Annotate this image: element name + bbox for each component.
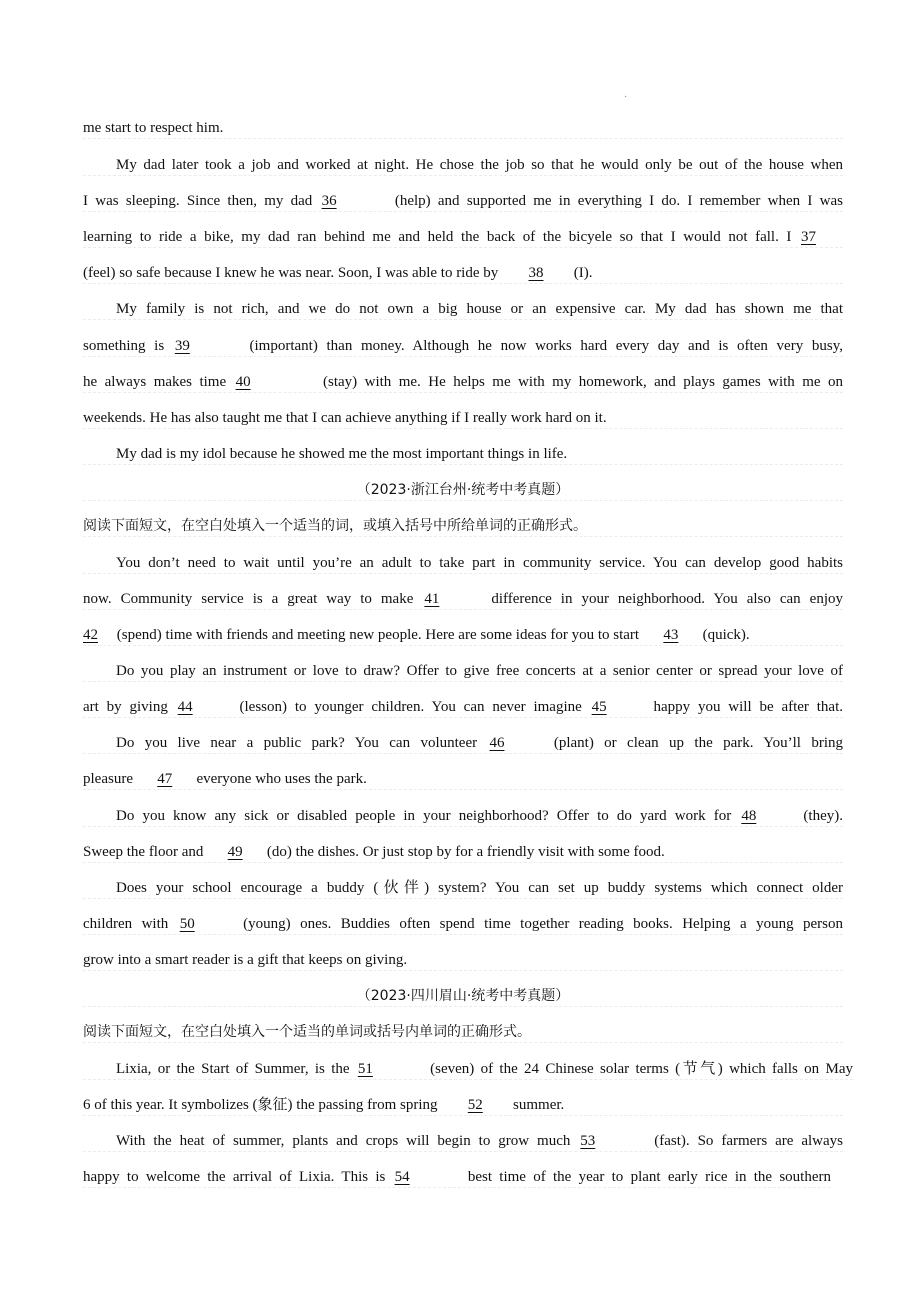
text-line: pleasure 47 everyone who uses the park. bbox=[83, 769, 843, 790]
text-line: With the heat of summer, plants and crops will begin to grow much 53 (fast). So farmers are always bbox=[83, 1131, 843, 1152]
blank-45[interactable]: 45 bbox=[591, 699, 607, 715]
text-line: art by giving 44 (lesson) to younger children. You can never imagine 45 happy you will be after that. bbox=[83, 697, 843, 718]
text-line: 42 (spend) time with friends and meeting new people. Here are some ideas for you to start 43 (quick). bbox=[83, 625, 843, 646]
blank-48[interactable]: 48 bbox=[741, 808, 757, 824]
blank-40[interactable]: 40 bbox=[235, 374, 251, 390]
blank-43[interactable]: 43 bbox=[663, 627, 679, 643]
source-heading: （2023·四川眉山·统考中考真题） bbox=[83, 986, 843, 1007]
text-line: My family is not rich, and we do not own a big house or an expensive car. My dad has shown me that bbox=[83, 299, 843, 320]
blank-46[interactable]: 46 bbox=[489, 735, 505, 751]
text-line: You don’t need to wait until you’re an adult to take part in community service. You can develop good habits bbox=[83, 553, 843, 574]
blank-53[interactable]: 53 bbox=[580, 1133, 596, 1149]
text-line: I was sleeping. Since then, my dad 36 (help) and supported me in everything I do. I remember when I was bbox=[83, 191, 843, 212]
text-line: Do you play an instrument or love to draw? Offer to give free concerts at a senior center or spread your love of bbox=[83, 661, 843, 682]
blank-47[interactable]: 47 bbox=[157, 771, 173, 787]
blank-44[interactable]: 44 bbox=[177, 699, 193, 715]
blank-50[interactable]: 50 bbox=[179, 916, 195, 932]
blank-37[interactable]: 37 bbox=[801, 229, 816, 245]
blank-52[interactable]: 52 bbox=[467, 1097, 483, 1113]
source-heading: （2023·浙江台州·统考中考真题） bbox=[83, 480, 843, 501]
text-line: he always makes time 40 (stay) with me. He helps me with my homework, and plays games with me on bbox=[83, 372, 843, 393]
blank-51[interactable]: 51 bbox=[357, 1061, 373, 1077]
text-line: grow into a smart reader is a gift that keeps on giving. bbox=[83, 950, 843, 971]
blank-39[interactable]: 39 bbox=[174, 338, 190, 354]
page-mark: · bbox=[624, 92, 628, 103]
blank-49[interactable]: 49 bbox=[227, 844, 243, 860]
text-line: 6 of this year. It symbolizes (象征) the passing from spring 52 summer. bbox=[83, 1095, 843, 1116]
text-line: weekends. He has also taught me that I can achieve anything if I really work hard on it. bbox=[83, 408, 843, 429]
text-line: (feel) so safe because I knew he was near. Soon, I was able to ride by 38 (I). bbox=[83, 263, 843, 284]
text-line: Lixia, or the Start of Summer, is the 51 (seven) of the 24 Chinese solar terms (节气) which falls on May bbox=[83, 1059, 853, 1080]
text-line: me start to respect him. bbox=[83, 118, 843, 139]
text-line: happy to welcome the arrival of Lixia. This is 54 best time of the year to plant early rice in the southern bbox=[83, 1167, 831, 1188]
blank-42[interactable]: 42 bbox=[83, 627, 98, 643]
text-line: children with 50 (young) ones. Buddies often spend time together reading books. Helping a young person bbox=[83, 914, 843, 935]
text-line: Does your school encourage a buddy (伙伴) system? You can set up buddy systems which connect older bbox=[83, 878, 843, 899]
text-line: something is 39 (important) than money. Although he now works hard every day and is often very busy, bbox=[83, 336, 843, 357]
text-line: Sweep the floor and 49 (do) the dishes. Or just stop by for a friendly visit with some food. bbox=[83, 842, 843, 863]
text-line: Do you know any sick or disabled people in your neighborhood? Offer to do yard work for 48 (they). bbox=[83, 806, 843, 827]
text-line: learning to ride a bike, my dad ran behind me and held the back of the bicyele so that I would not fall. I 37 bbox=[83, 227, 843, 248]
blank-36[interactable]: 36 bbox=[321, 193, 337, 209]
text-line: now. Community service is a great way to make 41 difference in your neighborhood. You also can enjoy bbox=[83, 589, 843, 610]
blank-41[interactable]: 41 bbox=[424, 591, 440, 607]
instruction: 阅读下面短文，在空白处填入一个适当的单词或括号内单词的正确形式。 bbox=[83, 1022, 843, 1043]
text-line: Do you live near a public park? You can volunteer 46 (plant) or clean up the park. You’ll bring bbox=[83, 733, 843, 754]
blank-38[interactable]: 38 bbox=[528, 265, 544, 281]
blank-54[interactable]: 54 bbox=[394, 1169, 410, 1185]
text-line: My dad later took a job and worked at night. He chose the job so that he would only be out of the house when bbox=[83, 155, 843, 176]
text-line: My dad is my idol because he showed me the most important things in life. bbox=[83, 444, 843, 465]
instruction: 阅读下面短文，在空白处填入一个适当的词，或填入括号中所给单词的正确形式。 bbox=[83, 516, 843, 537]
